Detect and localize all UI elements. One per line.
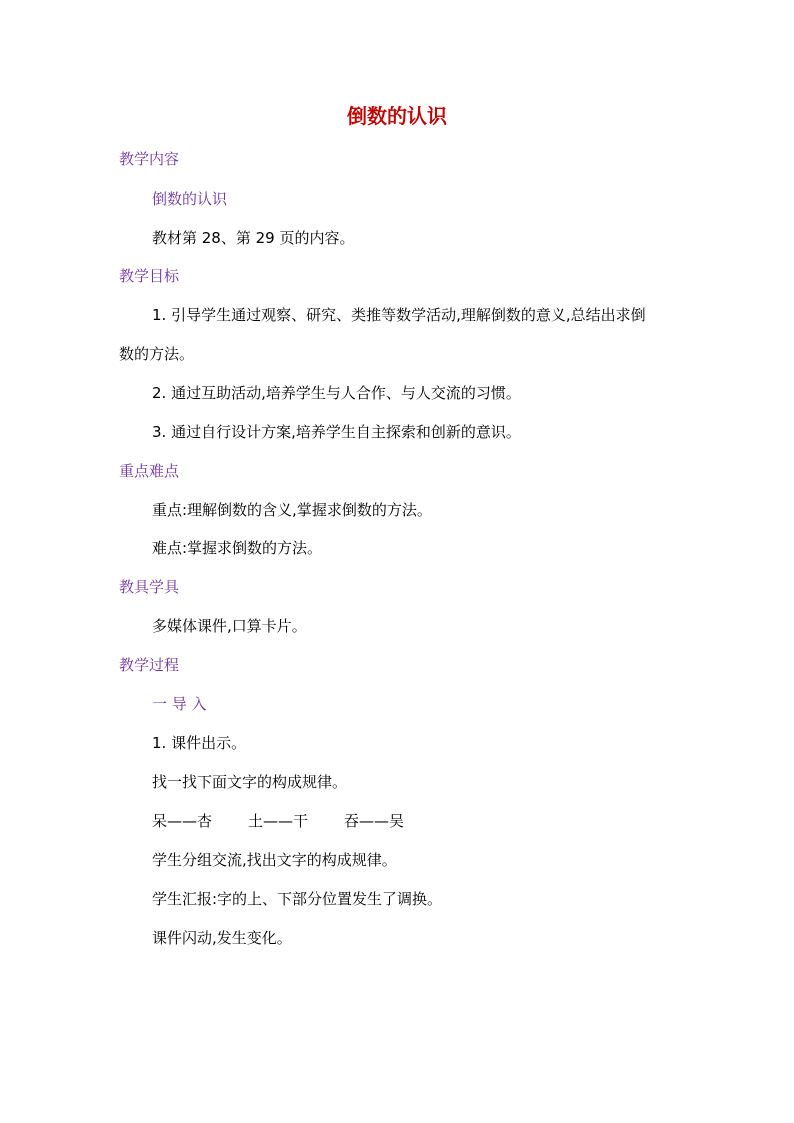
character-pair-3: 吞——吴 xyxy=(344,812,405,830)
subheading-reciprocal: 倒数的认识 xyxy=(152,190,228,208)
paragraph-difficult-point: 难点:掌握求倒数的方法。 xyxy=(152,539,323,557)
paragraph-goal-1-continued: 数的方法。 xyxy=(119,345,195,363)
paragraph-group-exchange: 学生分组交流,找出文字的构成规律。 xyxy=(152,851,397,869)
character-pairs xyxy=(152,810,404,832)
paragraph-tools: 多媒体课件,口算卡片。 xyxy=(152,617,307,635)
paragraph-courseware-flash: 课件闪动,发生变化。 xyxy=(152,929,292,947)
section-heading-teaching-content: 教学内容 xyxy=(119,150,180,168)
paragraph-student-report: 学生汇报:字的上、下部分位置发生了调换。 xyxy=(152,890,443,908)
section-heading-teaching-goals: 教学目标 xyxy=(119,267,180,285)
paragraph-step-1: 1. 课件出示。 xyxy=(152,734,247,752)
character-pair-2: 土——干 xyxy=(248,812,309,830)
section-heading-key-points: 重点难点 xyxy=(119,462,180,480)
paragraph-goal-2: 2. 通过互助活动,培养学生与人合作、与人交流的习惯。 xyxy=(152,384,521,402)
character-pair-1: 呆——杏 xyxy=(152,812,213,830)
paragraph-key-point: 重点:理解倒数的含义,掌握求倒数的方法。 xyxy=(152,501,432,519)
section-heading-teaching-tools: 教具学具 xyxy=(119,578,180,596)
subheading-introduction: 一 导 入 xyxy=(152,695,207,713)
document-title: 倒数的认识 xyxy=(347,104,447,128)
paragraph-find-rule: 找一找下面文字的构成规律。 xyxy=(152,773,348,791)
paragraph-goal-3: 3. 通过自行设计方案,培养学生自主探索和创新的意识。 xyxy=(152,423,521,441)
paragraph-goal-1: 1. 引导学生通过观察、研究、类推等数学活动,理解倒数的意义,总结出求倒 xyxy=(152,306,646,324)
section-heading-teaching-process: 教学过程 xyxy=(119,656,180,674)
paragraph-textbook-pages: 教材第 28、第 29 页的内容。 xyxy=(152,229,355,247)
